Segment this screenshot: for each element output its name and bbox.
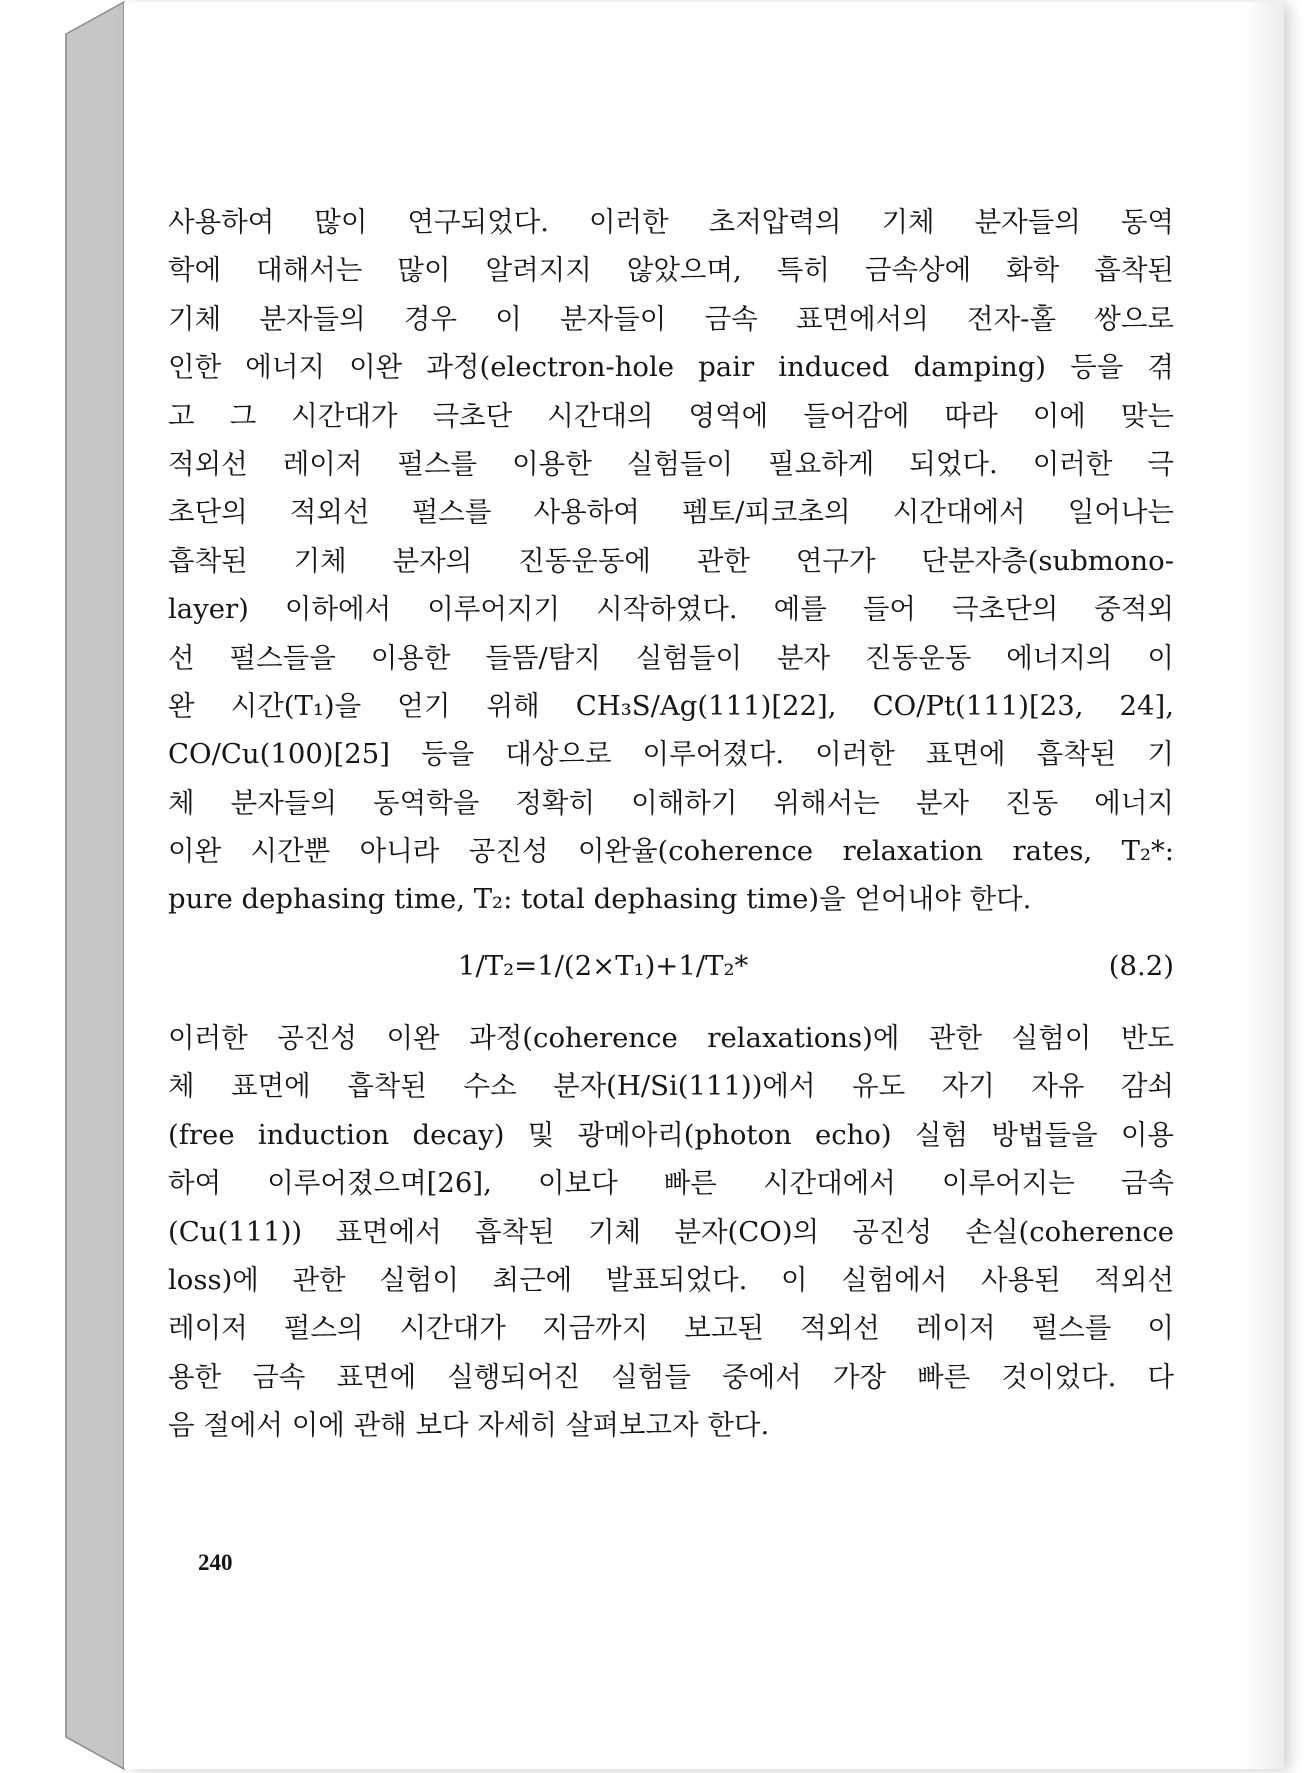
text-line: (Cu(111)) 표면에서 흡착된 기체 분자(CO)의 공진성 손실(coherence (168, 1215, 1174, 1248)
equation: 1/T₂=1/(2×T₁)+1/T₂* (458, 950, 749, 982)
text-line: layer) 이하에서 이루어지기 시작하였다. 예를 들어 극초단의 중적외 (168, 593, 1174, 626)
text-line: 이러한 공진성 이완 과정(coherence relaxations)에 관한 실험이 반도 (168, 1022, 1174, 1054)
paragraph-1 (168, 198, 1174, 924)
equation-row (168, 942, 1174, 990)
text-line: 체 분자들의 동역학을 정확히 이해하기 위해서는 분자 진동 에너지 (168, 786, 1174, 819)
text-line: 완 시간(T₁)을 얻기 위해 CH₃S/Ag(111)[22], CO/Pt(111)[23, 24], (168, 689, 1174, 722)
text-line: 초단의 적외선 펄스를 사용하여 펨토/피코초의 시간대에서 일어나는 (168, 496, 1174, 529)
text-line: loss)에 관한 실험이 최근에 발표되었다. 이 실험에서 사용된 적외선 (168, 1263, 1174, 1296)
paragraph-2 (168, 1014, 1174, 1450)
page-number: 240 (198, 1550, 233, 1575)
text-line: 레이저 펄스의 시간대가 지금까지 보고된 적외선 레이저 펄스를 이 (168, 1312, 1174, 1345)
text-line: 학에 대해서는 많이 알려지지 않았으며, 특히 금속상에 화학 흡착된 (168, 254, 1174, 287)
text-line: 음 절에서 이에 관해 보다 자세히 살펴보고자 한다. (168, 1409, 770, 1442)
text-line: 고 그 시간대가 극초단 시간대의 영역에 들어감에 따라 이에 맞는 (168, 399, 1174, 432)
text-line: 흡착된 기체 분자의 진동운동에 관한 연구가 단분자층(submono- (168, 544, 1174, 577)
text-line: 인한 에너지 이완 과정(electron-hole pair induced damping) 등을 겪 (168, 351, 1174, 384)
text-line: 적외선 레이저 펄스를 이용한 실험들이 필요하게 되었다. 이러한 극 (168, 447, 1174, 480)
text-line: 용한 금속 표면에 실행되어진 실험들 중에서 가장 빠른 것이었다. 다 (168, 1360, 1174, 1393)
text-line: CO/Cu(100)[25] 등을 대상으로 이루어졌다. 이러한 표면에 흡착된 기 (168, 738, 1174, 771)
text-line: (free induction decay) 및 광메아리(photon echo) 실험 방법들을 이용 (168, 1118, 1174, 1151)
text-line: 이완 시간뿐 아니라 공진성 이완율(coherence relaxation rates, T₂*: (168, 835, 1174, 868)
text-line: 체 표면에 흡착된 수소 분자(H/Si(111))에서 유도 자기 자유 감쇠 (168, 1070, 1174, 1103)
text-line: pure dephasing time, T₂: total dephasing time)을 얻어내야 한다. (168, 883, 1032, 916)
text-line: 기체 분자들의 경우 이 분자들이 금속 표면에서의 전자-홀 쌍으로 (168, 302, 1174, 335)
text-line: 선 펄스들을 이용한 들뜸/탐지 실험들이 분자 진동운동 에너지의 이 (168, 641, 1174, 674)
equation-number: (8.2) (1108, 950, 1174, 982)
page-edge-shadow (1244, 2, 1284, 1769)
text-line: 사용하여 많이 연구되었다. 이러한 초저압력의 기체 분자들의 동역 (168, 206, 1174, 238)
text-line: 하여 이루어졌으며[26], 이보다 빠른 시간대에서 이루어지는 금속 (168, 1167, 1174, 1200)
